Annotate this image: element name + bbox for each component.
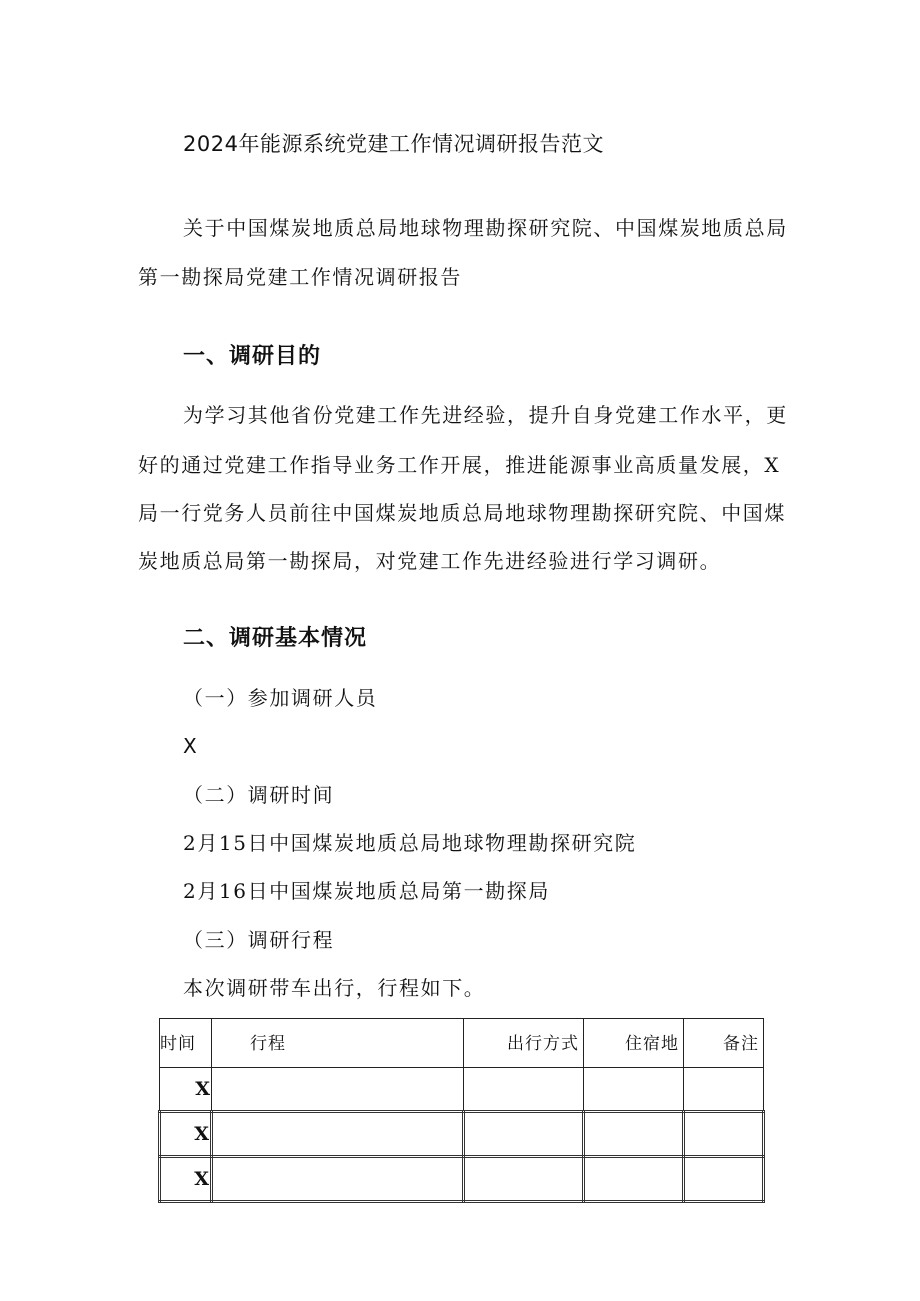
row-3-accommodation — [584, 1157, 684, 1202]
header-remarks: 备注 — [684, 1019, 764, 1068]
header-itinerary: 行程 — [212, 1019, 464, 1068]
date-line-2: 2月16日中国煤炭地质总局第一勘探局 — [183, 879, 550, 903]
participants-value: X — [183, 734, 199, 758]
section-1-line-1: 为学习其他省份党建工作先进经验，提升自身党建工作水平，更 — [183, 403, 788, 427]
header-accommodation: 住宿地 — [584, 1019, 684, 1068]
row-3-time: X — [160, 1157, 212, 1202]
row-2-time: X — [160, 1112, 212, 1157]
row-2-travel-mode — [464, 1112, 584, 1157]
row-1-time: X — [160, 1068, 212, 1112]
table-row — [160, 1112, 764, 1157]
row-3-remarks — [684, 1157, 764, 1202]
subsection-itinerary: （三）调研行程 — [183, 928, 335, 952]
header-travel-mode: 出行方式 — [464, 1019, 584, 1068]
section-1-line-4: 炭地质总局第一勘探局，对党建工作先进经验进行学习调研。 — [138, 549, 722, 573]
table-header-row — [160, 1019, 764, 1068]
intro-line-1: 关于中国煤炭地质总局地球物理勘探研究院、中国煤炭地质总局 — [183, 216, 788, 240]
section-2-heading: 二、调研基本情况 — [183, 626, 368, 651]
row-2-accommodation — [584, 1112, 684, 1157]
row-2-remarks — [684, 1112, 764, 1157]
row-3-itinerary — [212, 1157, 464, 1202]
section-1-line-2: 好的通过党建工作指导业务工作开展，推进能源事业高质量发展，X — [138, 453, 781, 477]
intro-line-2: 第一勘探局党建工作情况调研报告 — [138, 265, 462, 289]
section-1-line-3: 局一行党务人员前往中国煤炭地质总局地球物理勘探研究院、中国煤 — [138, 501, 786, 525]
itinerary-table — [158, 1018, 765, 1203]
subsection-time: （二）调研时间 — [183, 783, 335, 807]
date-line-1: 2月15日中国煤炭地质总局地球物理勘探研究院 — [183, 831, 637, 855]
header-time: 时间 — [160, 1019, 212, 1068]
row-1-itinerary — [212, 1068, 464, 1112]
row-1-accommodation — [584, 1068, 684, 1112]
row-3-travel-mode — [464, 1157, 584, 1202]
subsection-participants: （一）参加调研人员 — [183, 686, 378, 710]
row-2-itinerary — [212, 1112, 464, 1157]
document-title: 2024年能源系统党建工作情况调研报告范文 — [183, 132, 604, 156]
table-row — [160, 1157, 764, 1202]
table-row — [160, 1068, 764, 1112]
section-1-heading: 一、调研目的 — [183, 344, 322, 369]
itinerary-intro: 本次调研带车出行，行程如下。 — [183, 976, 486, 1000]
row-1-remarks — [684, 1068, 764, 1112]
row-1-travel-mode — [464, 1068, 584, 1112]
